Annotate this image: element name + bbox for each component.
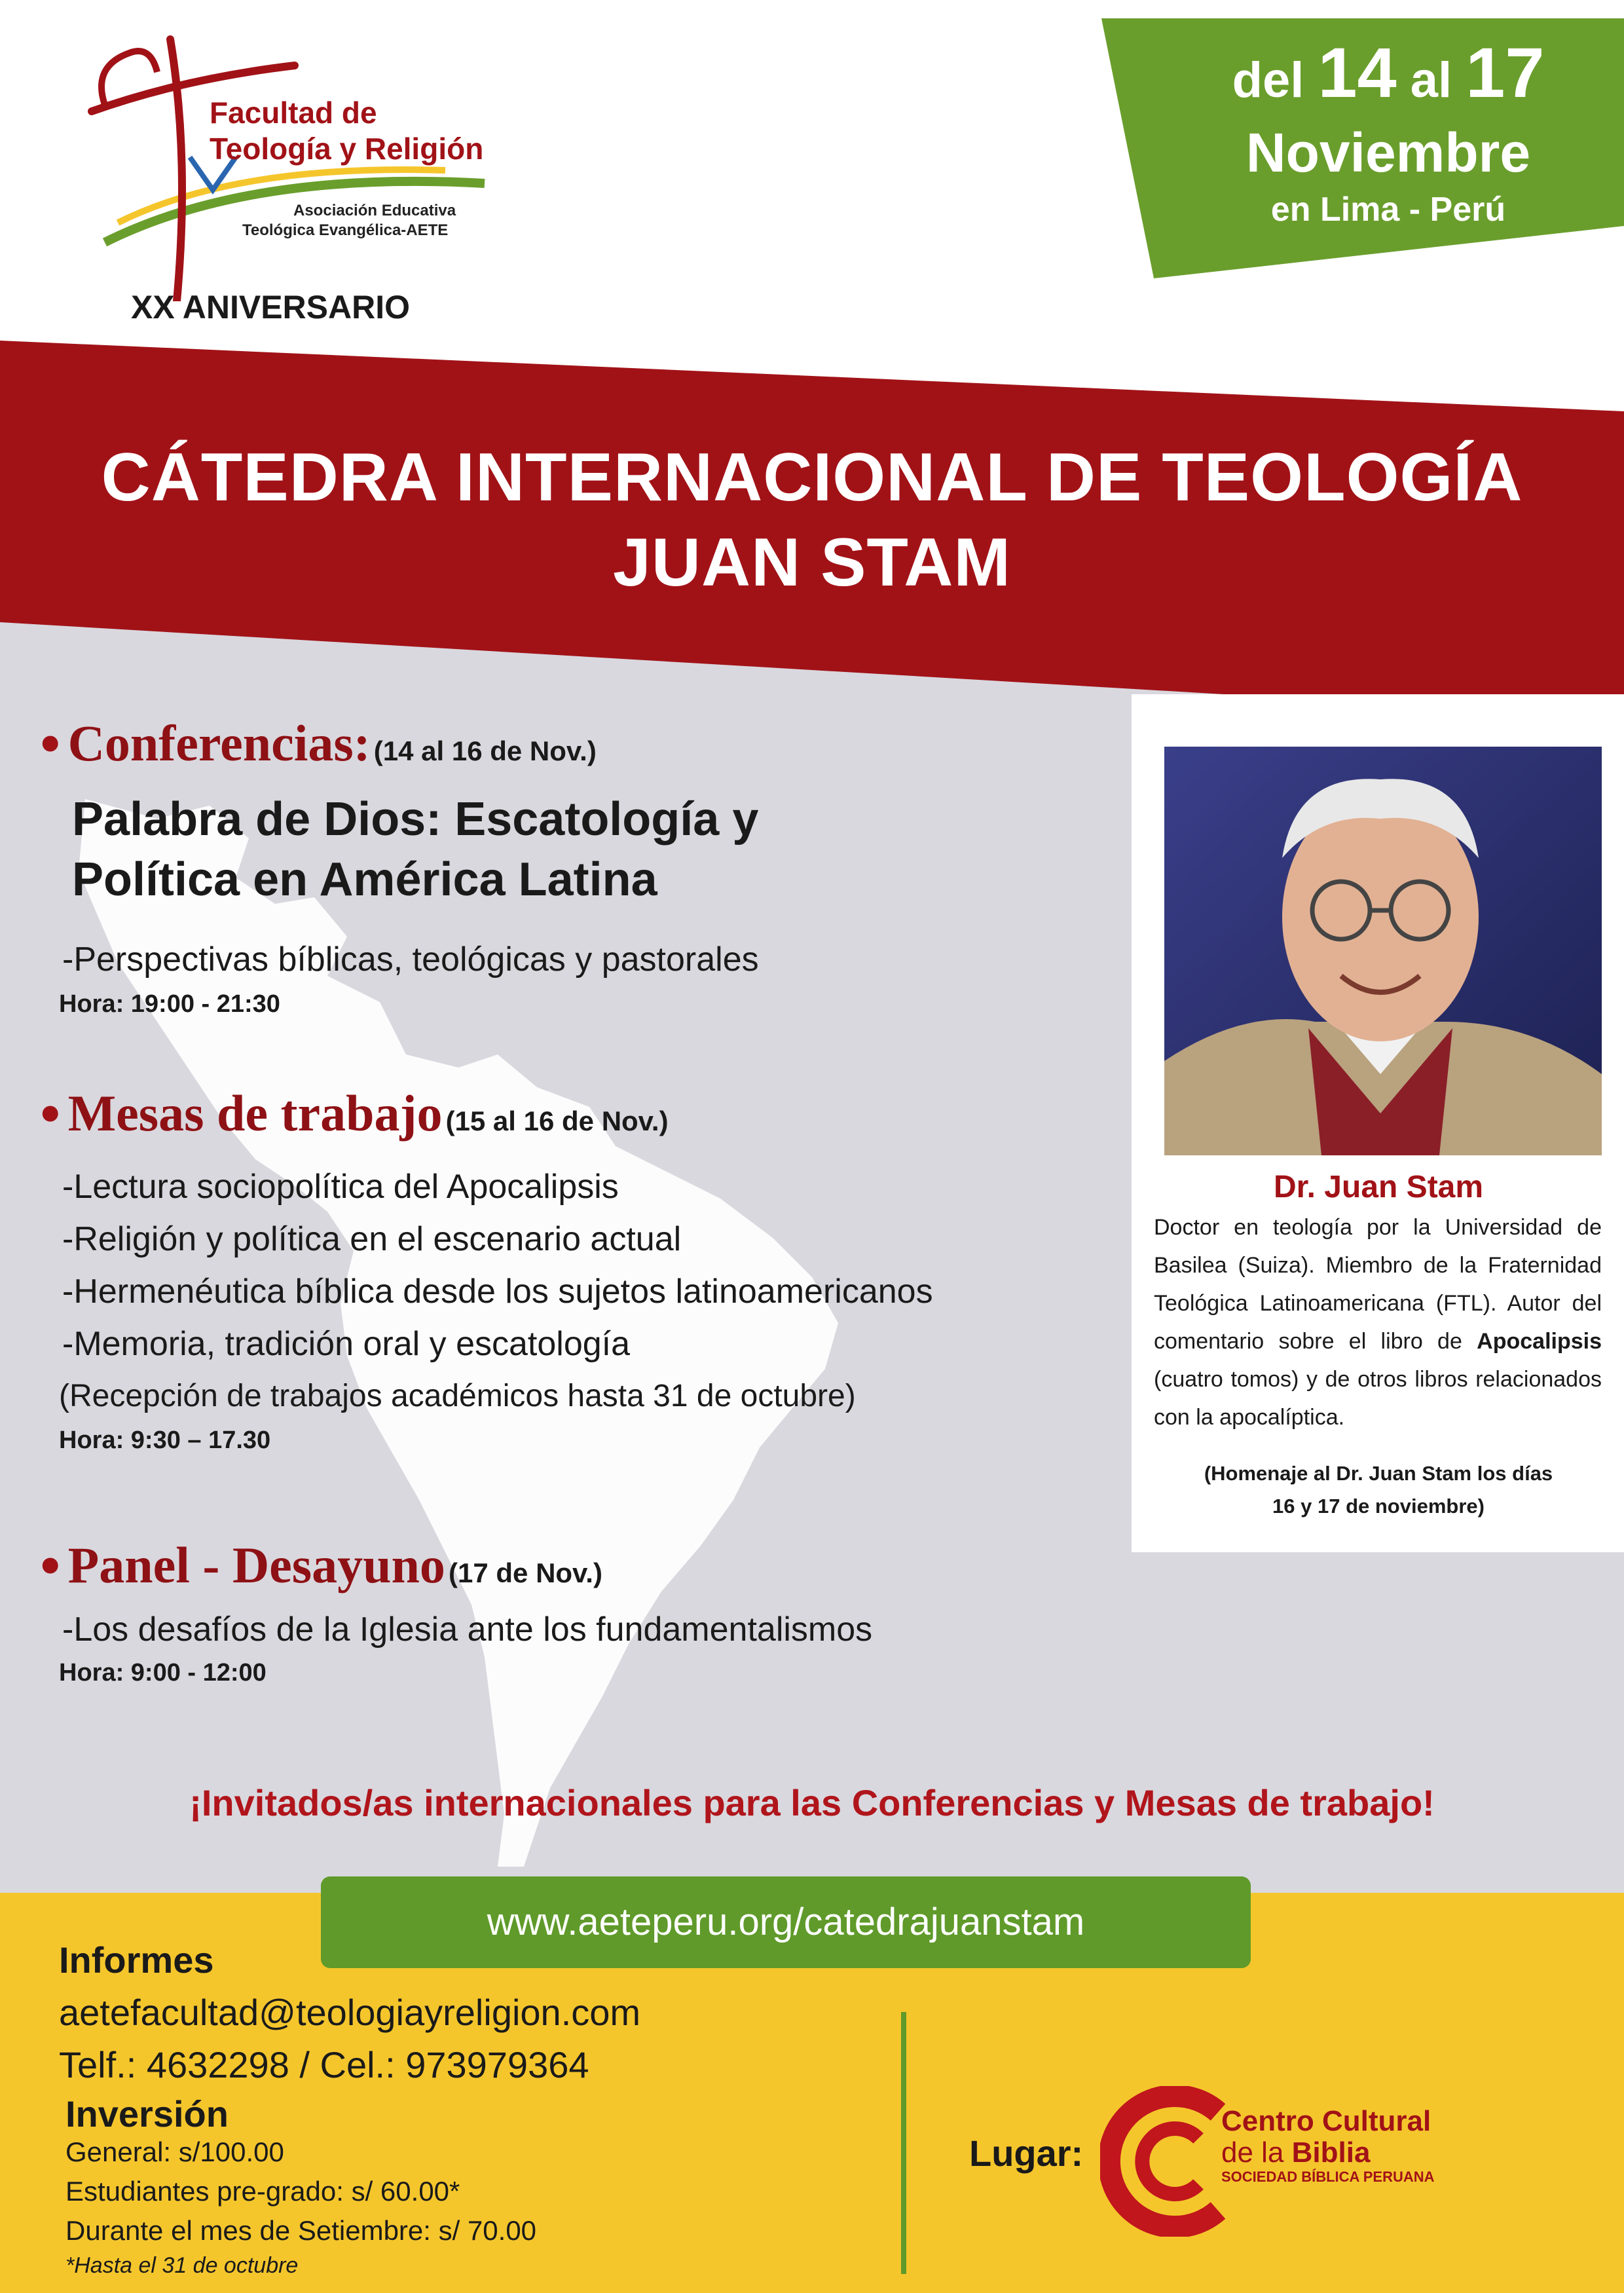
talk-title-line1: Palabra de Dios: Escatología y (72, 793, 759, 846)
price-footnote: *Hasta el 31 de octubre (65, 2253, 299, 2278)
panel-hora: Hora: 9:00 - 12:00 (59, 1659, 267, 1687)
investment-heading: Inversión (65, 2093, 229, 2135)
venue-subtitle: SOCIEDAD BÍBLICA PERUANA (1221, 2169, 1435, 2185)
mesas-item: -Religión y política en el escenario actual (62, 1220, 682, 1258)
contact-phone: Telf.: 4632298 / Cel.: 973979364 (59, 2044, 589, 2085)
date-del-word: del (1232, 52, 1304, 108)
mesas-item: -Hermenéutica bíblica desde los sujetos latinoamericanos (62, 1273, 933, 1311)
venue-logo-icon (1100, 2086, 1238, 2237)
venue-name (1221, 2106, 1435, 2186)
mesas-hora: Hora: 9:30 – 17.30 (59, 1426, 271, 1454)
website-link[interactable]: www.aeteperu.org/catedrajuanstam (321, 1876, 1251, 1968)
date-end-day: 17 (1466, 33, 1545, 112)
date-place: en Lima - Perú (1270, 191, 1506, 229)
logo-name-line1: Facultad de (210, 96, 377, 130)
bio-text-part2: (cuatro tomos) y de otros libros relacionados con la apocalíptica. (1154, 1367, 1602, 1430)
homage-line1: (Homenaje al Dr. Juan Stam los días (1204, 1462, 1553, 1485)
conferencias-item: -Perspectivas bíblicas, teológicas y pastorales (62, 941, 759, 979)
price-september: Durante el mes de Setiembre: s/ 70.00 (65, 2215, 537, 2246)
conferencias-hora: Hora: 19:00 - 21:30 (59, 990, 280, 1018)
speaker-photo (1164, 747, 1602, 1155)
bio-text-part1: Doctor en teología por la Universidad de Basilea (Suiza). Miembro de la Fraternidad Teológica Latinoamericana (FTL). Autor del comentario sobre el libro de (1154, 1215, 1602, 1354)
homage-line2: 16 y 17 de noviembre) (1272, 1495, 1485, 1518)
speaker-bio (1154, 1208, 1602, 1436)
speaker-name: Dr. Juan Stam (1273, 1170, 1484, 1204)
mesas-item: -Lectura sociopolítica del Apocalipsis (62, 1168, 619, 1206)
panel-dates: (17 de Nov.) (449, 1557, 602, 1588)
bio-text-bold: Apocalipsis (1477, 1329, 1602, 1354)
logo-sub-line2: Teológica Evangélica-AETE (242, 221, 449, 239)
date-month: Noviembre (1246, 122, 1531, 183)
mesas-note: (Recepción de trabajos académicos hasta 31 de octubre) (59, 1379, 856, 1413)
panel-heading (36, 1536, 602, 1595)
panel-title: Panel - Desayuno (67, 1537, 445, 1594)
venue-name-de-la: de la (1221, 2136, 1292, 2169)
bullet-icon: • (36, 1089, 65, 1142)
contact-email[interactable]: aetefacultad@teologiayreligion.com (59, 1992, 641, 2033)
conferencias-title: Conferencias: (67, 715, 371, 772)
panel-item: -Los desafíos de la Iglesia ante los fundamentalismos (62, 1611, 873, 1649)
anniversary-label: XX ANIVERSARIO (131, 289, 411, 326)
price-students: Estudiantes pre-grado: s/ 60.00* (65, 2176, 460, 2207)
logo-sub-line1: Asociación Educativa (293, 202, 456, 219)
mesas-title: Mesas de trabajo (67, 1085, 443, 1142)
price-general: General: s/100.00 (65, 2136, 284, 2167)
logo-name-line2: Teología y Religión (210, 132, 484, 166)
speaker-homage-note (1139, 1457, 1617, 1523)
banner-title-line2: JUAN STAM (613, 525, 1011, 601)
mesas-heading (36, 1084, 669, 1143)
date-al-word: al (1410, 52, 1452, 108)
date-start-day: 14 (1318, 33, 1397, 112)
bullet-icon: • (36, 1541, 65, 1594)
banner-title-line1: CÁTEDRA INTERNACIONAL DE TEOLOGÍA (101, 439, 1523, 515)
contact-heading: Informes (59, 1939, 214, 1981)
venue-name-line1: Centro Cultural (1221, 2105, 1431, 2137)
mesas-dates: (15 al 16 de Nov.) (445, 1106, 669, 1136)
conferencias-heading (36, 714, 597, 773)
bullet-icon: • (36, 719, 65, 772)
talk-title-line2: Política en América Latina (72, 853, 657, 906)
conferencias-dates: (14 al 16 de Nov.) (373, 736, 597, 766)
invite-message: ¡Invitados/as internacionales para las Conferencias y Mesas de trabajo! (189, 1782, 1435, 1823)
mesas-item: -Memoria, tradición oral y escatología (62, 1325, 631, 1363)
date-range (1166, 31, 1611, 113)
footer-divider (901, 2012, 906, 2274)
venue-name-biblia: Biblia (1291, 2136, 1371, 2169)
venue-label: Lugar: (969, 2133, 1084, 2174)
